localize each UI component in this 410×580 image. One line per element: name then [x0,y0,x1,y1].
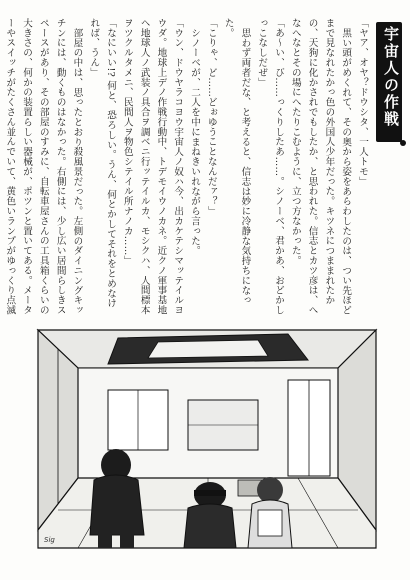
paragraph: 思わず両者だな、と考えると、信志は妙に冷静な気持ちになった。 [222,18,251,305]
paragraph: 部屋の中は、思ったとおり殺風景だった。左側のダイニングキッチンには、動くものはなかった。右側には、少し広い居間らしきスペースがあり、その部屋のすみに、自転車屋さんの工具箱くらいの大きさの、何かの装置らしい器械が、ポツンと置いてある。メーターやスイッチがたくさん並んでいて、黄色いランプがゆっくり点滅 [4,18,83,315]
title-ornament-icon [400,140,406,146]
room-illustration [38,330,376,548]
paragraph: 「こりゃ、ど……どぉゆうことなんだァ？」 [205,18,217,216]
paragraph: 「あ〜い、び……っくりしたあ……。シノーベ、君かあ、おどかしっこなしだぜ」 [256,18,285,315]
paragraph: 「なにいい!? 何と、恐ろしい。うん、何とかしてそれをとめなければ、うん」 [88,18,117,309]
chapter-title: 宇宙人の作戦 [382,26,400,128]
paragraph: 「ヤア、オヤ？ドウシタ、一人トモ」 [357,18,368,187]
artist-signature: Sig [44,536,55,544]
paragraph: 黒い頭がめくれて、その奥から姿をあらわしたのは、つい先ほどまで見なれたかっ色の外国人少年だった。キツネにつままれたかの、天狗に化かされでもしたか、と思われた。信志とカツ彦は、へなへなとその場にへたりこむように、立つ方なかった。 [289,18,352,315]
paragraph: 「ウン、ドウヤラコヨウ宇宙人ノ奴ハ今、出カケテシマッテイルヨウダ。地球上デノ作戦行動中、トデモイウノカネ。近クノ軍事基地ヘ地球人ノ武装ノ具合ヲ調ベニ行ッテイルカ、モシクハ、人間標本ヲツクルタメニ、民間人ヲ物色シテイル所ナノカ……」 [121,18,184,315]
vertical-text-body [4,18,370,318]
paragraph: シノーベが、二人を中にまねきいれながら言った。 [189,27,201,256]
illustration-drawing [38,330,376,548]
